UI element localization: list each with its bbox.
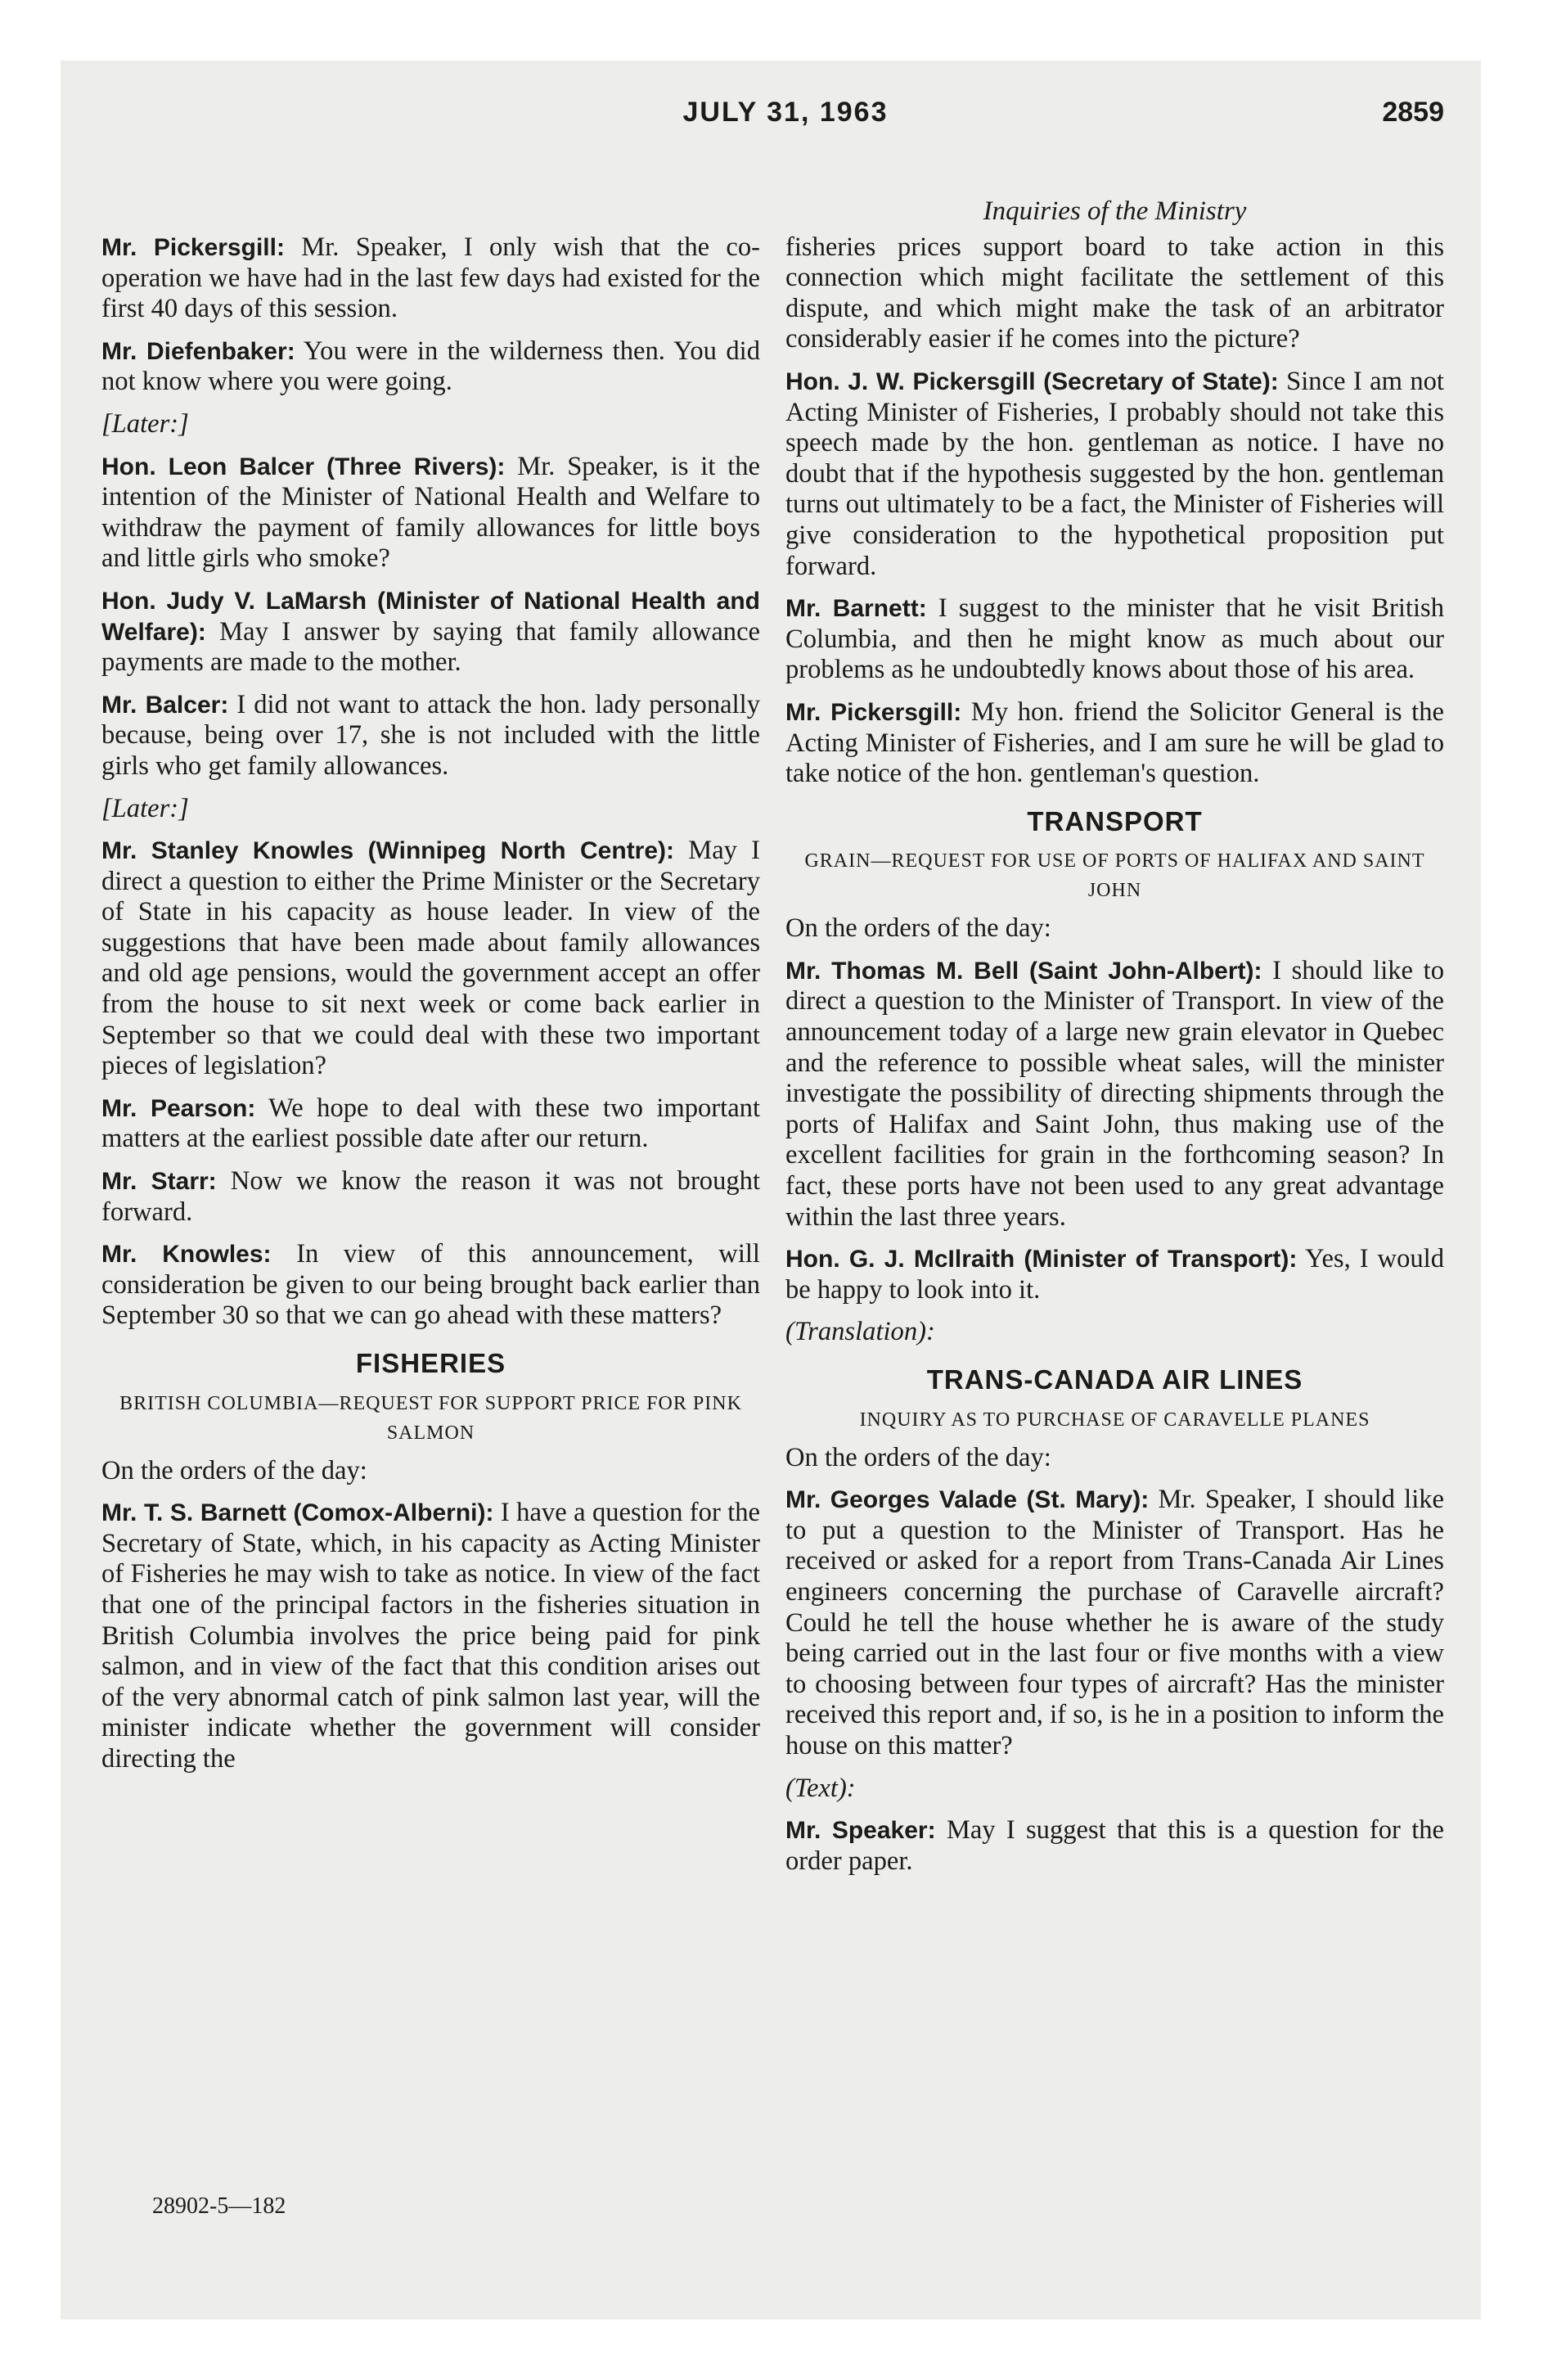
speaker-name: Mr. Barnett: (785, 595, 927, 623)
orders-of-day: On the orders of the day: (785, 1442, 1051, 1472)
speaker-name: Mr. Balcer: (101, 691, 229, 719)
paragraph (101, 1093, 760, 1155)
later-marker: [Later:] (101, 793, 189, 823)
speech-text: I suggest to the minister that he visit British Columbia, and then he might know as much about our problems as he undoubtedly knows about those of his area. (785, 593, 1445, 685)
speech-text: Now we know the reason it was not brought forward. (101, 1166, 760, 1227)
speaker-name: Mr. Georges Valade (St. Mary): (785, 1486, 1150, 1514)
speaker-name: Mr. Diefenbaker: (101, 337, 295, 365)
speech-text: You were in the wilderness then. You did not know where you were going. (101, 336, 760, 397)
speaker-name: Mr. Pickersgill: (785, 698, 962, 726)
speaker-name: Hon. Judy V. LaMarsh (Minister of National Health and Welfare): (101, 587, 760, 646)
speaker-name: Mr. Starr: (101, 1168, 217, 1196)
paragraph (101, 1166, 760, 1228)
paragraph (785, 697, 1444, 790)
speech-text: May I suggest that this is a question for the order paper. (785, 1815, 1444, 1876)
paragraph (101, 232, 760, 325)
section-subheading: GRAIN—REQUEST FOR USE OF PORTS OF HALIFAX AND SAINT JOHN (804, 850, 1425, 902)
section-heading: FISHERIES (355, 1348, 506, 1378)
orders-of-day: On the orders of the day: (101, 1455, 367, 1485)
paragraph (785, 1815, 1444, 1877)
paragraph (785, 1485, 1444, 1761)
paragraph (785, 956, 1444, 1233)
paragraph (785, 367, 1444, 582)
paragraph (101, 452, 760, 575)
paragraph (101, 1498, 760, 1774)
paragraph (101, 1239, 760, 1332)
running-title: Inquiries of the Ministry (983, 196, 1247, 226)
speech-text: Yes, I would be happy to look into it. (785, 1244, 1444, 1305)
speaker-name: Hon. J. W. Pickersgill (Secretary of State): (785, 367, 1279, 395)
speaker-name: Mr. Thomas M. Bell (Saint John-Albert): (785, 957, 1262, 985)
speech-text: May I answer by saying that family allowance payments are made to the mother. (101, 616, 760, 678)
speaker-name: Mr. Pickersgill: (101, 234, 285, 261)
page-number: 2859 (1382, 97, 1444, 128)
speech-text: I should like to direct a question to the Minister of Transport. In view of the announcement today of a large new grain elevator in Quebec and the reference to possible wheat sales, will the minister investigate the possibility of directing shipments through the ports of Halifax and Saint John, thus making use of the excellent facilities for grain in the forthcoming season? In fact, these ports have not been used to any great advantage within the last three years. (785, 955, 1444, 1232)
text-marker: (Text): (785, 1773, 856, 1803)
speaker-name: Hon. Leon Balcer (Three Rivers): (101, 453, 506, 480)
orders-of-day: On the orders of the day: (785, 913, 1051, 944)
section-heading: TRANS-CANADA AIR LINES (926, 1364, 1303, 1395)
speech-text: I have a question for the Secretary of State, which, in his capacity as Acting Minister of Fisheries he may wish to take as notice. In view of the fact that one of the principal factors in the fisheries situation in British Columbia involves the price being paid for pink salmon, and in view of the fact that this condition arises out of the very abnormal catch of pink salmon last year, will the minister indicate whether the government will consider directing the (101, 1498, 761, 1774)
paragraph (101, 836, 760, 1082)
paragraph (101, 336, 760, 398)
paragraph (101, 690, 760, 782)
paragraph (101, 586, 760, 678)
speaker-name: Mr. Stanley Knowles (Winnipeg North Centre): (101, 837, 675, 865)
section-heading: TRANSPORT (1027, 805, 1203, 836)
paragraph (785, 1244, 1444, 1305)
later-marker: [Later:] (101, 408, 189, 439)
translation-marker: (Translation): (785, 1317, 935, 1347)
speaker-name: Mr. T. S. Barnett (Comox-Alberni): (101, 1499, 494, 1527)
speech-text: Since I am not Acting Minister of Fisheries, I probably should not take this speech made by the hon. gentleman as notice. I have no doubt that if the hypothesis suggested by the hon. gentleman turns out ultimately to be a fact, the Minister of Fisheries will give consideration to the hypothetical proposition put forward. (785, 366, 1444, 581)
speech-text: Mr. Speaker, I only wish that the co-operation we have had in the last few days had existed for the first 40 days of this session. (101, 232, 760, 324)
left-column (101, 232, 760, 1787)
speech-text: May I direct a question to either the Prime Minister or the Secretary of State in his capacity as house leader. In view of the suggestions that have been made about family allowances and old age pensions, would the government accept an offer from the house to sit next week or come back earlier in September so that we could deal with these two important pieces of legislation? (101, 836, 760, 1081)
speaker-name: Hon. G. J. McIlraith (Minister of Transport): (785, 1246, 1298, 1273)
paragraph: fisheries prices support board to take action in this connection which might facilitate the settlement of this dispute, and which might make the task of an arbitrator considerably easier if he comes into the picture? (785, 232, 1444, 354)
speaker-name: Mr. Knowles: (101, 1241, 272, 1269)
section-subheading: INQUIRY AS TO PURCHASE OF CARAVELLE PLANES (859, 1409, 1370, 1431)
speech-text: In view of this announcement, will consideration be given to our being brought back earlier than September 30 so that we can go ahead with these matters? (101, 1239, 760, 1331)
speech-text: My hon. friend the Solicitor General is the Acting Minister of Fisheries, and I am sure he will be glad to take notice of the hon. gentleman's question. (785, 696, 1444, 789)
speech-text: We hope to deal with these two important matters at the earliest possible date after our return. (101, 1093, 760, 1154)
speech-text: I did not want to attack the hon. lady personally because, being over 17, she is not included with the little girls who get family allowances. (101, 689, 760, 781)
header-date: JULY 31, 1963 (682, 97, 889, 128)
right-column (785, 196, 1444, 1888)
speaker-name: Mr. Speaker: (785, 1817, 936, 1845)
speech-text: Mr. Speaker, is it the intention of the Minister of National Health and Welfare to withdraw the payment of family allowances for little boys and little girls who smoke? (101, 451, 761, 574)
speaker-name: Mr. Pearson: (101, 1094, 256, 1122)
speech-text: Mr. Speaker, I should like to put a question to the Minister of Transport. Has he received or asked for a report from Trans-Canada Air Lines engineers concerning the purchase of Caravelle aircraft? Could he tell the house whether he is aware of the study being carried out in the last four or five months with a view to choosing between four types of aircraft? Has the minister received this report and, if so, is he in a position to inform the house on this matter? (785, 1485, 1444, 1760)
footnote-code: 28902-5—182 (152, 2193, 286, 2219)
section-subheading: BRITISH COLUMBIA—REQUEST FOR SUPPORT PRICE FOR PINK SALMON (119, 1392, 742, 1444)
paragraph (785, 593, 1444, 686)
page-header (0, 97, 1548, 137)
